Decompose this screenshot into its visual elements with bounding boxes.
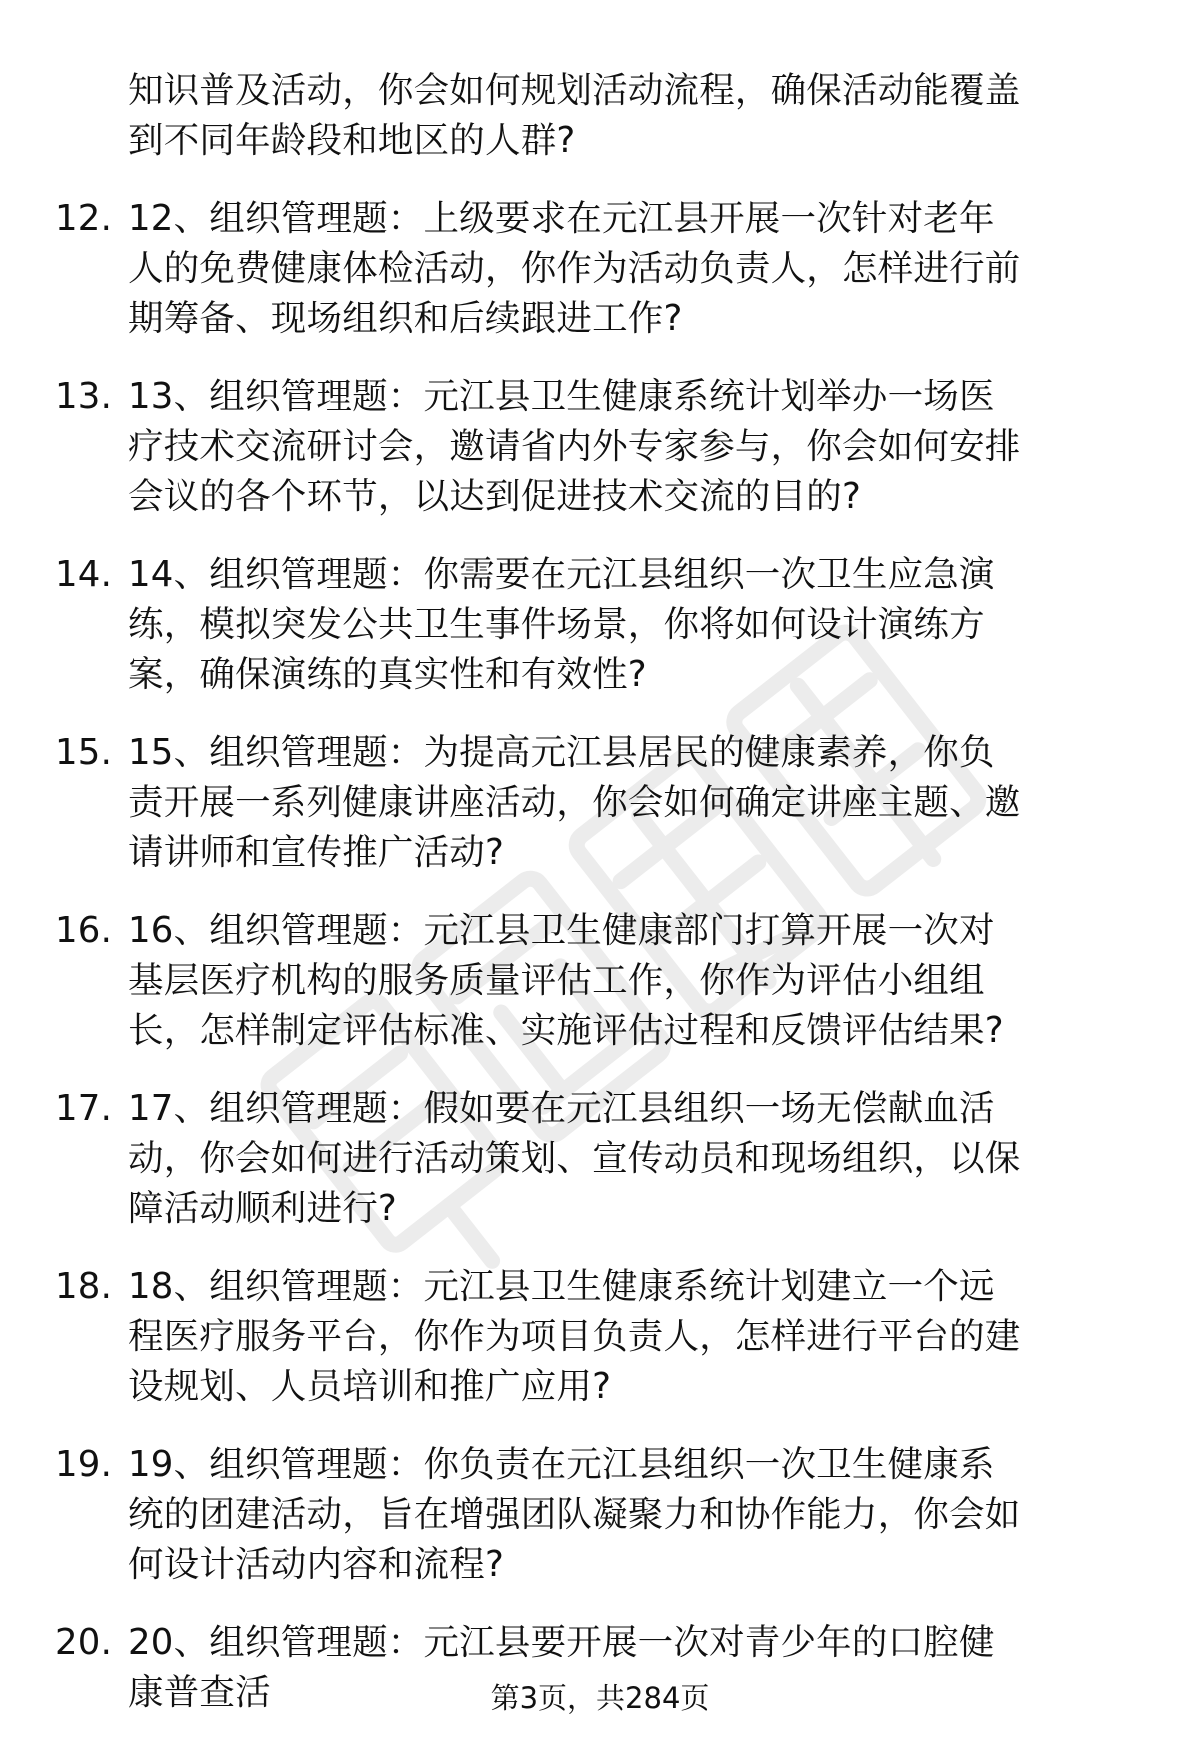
question-text: 20、组织管理题：元江县要开展一次对青少年的口腔健康普查活 <box>128 1622 995 1713</box>
list-item <box>0 906 1025 1056</box>
question-text: 12、组织管理题：上级要求在元江县开展一次针对老年人的免费健康体检活动，你作为活动负责人，怎样进行前期筹备、现场组织和后续跟进工作? <box>128 198 1021 339</box>
question-number: 13. <box>55 376 113 417</box>
list-item <box>0 1262 1025 1412</box>
document-body <box>0 66 1200 1718</box>
page-footer: 第3页，共284页 <box>490 1681 710 1715</box>
question-number: 17. <box>55 1088 113 1129</box>
question-number: 19. <box>55 1444 113 1485</box>
question-number: 18. <box>55 1266 113 1307</box>
question-text: 15、组织管理题：为提高元江县居民的健康素养，你负责开展一系列健康讲座活动，你会如何确定讲座主题、邀请讲师和宣传推广活动? <box>128 732 1021 873</box>
list-item <box>0 372 1025 522</box>
question-number: 12. <box>55 198 113 239</box>
question-text: 18、组织管理题：元江县卫生健康系统计划建立一个远程医疗服务平台，你作为项目负责人，怎样进行平台的建设规划、人员培训和推广应用? <box>128 1266 1021 1407</box>
list-item <box>0 550 1025 700</box>
question-list <box>0 194 1200 1718</box>
list-item <box>0 194 1025 344</box>
list-item <box>0 728 1025 878</box>
question-number: 20. <box>55 1622 113 1663</box>
question-text: 16、组织管理题：元江县卫生健康部门打算开展一次对基层医疗机构的服务质量评估工作，你作为评估小组组长，怎样制定评估标准、实施评估过程和反馈评估结果? <box>128 910 1004 1051</box>
question-text: 14、组织管理题：你需要在元江县组织一次卫生应急演练，模拟突发公共卫生事件场景，你将如何设计演练方案，确保演练的真实性和有效性? <box>128 554 995 695</box>
question-text: 17、组织管理题：假如要在元江县组织一场无偿献血活动，你会如何进行活动策划、宣传动员和现场组织，以保障活动顺利进行? <box>128 1088 1021 1229</box>
list-item <box>0 1084 1025 1234</box>
question-text: 19、组织管理题：你负责在元江县组织一次卫生健康系统的团建活动，旨在增强团队凝聚力和协作能力，你会如何设计活动内容和流程? <box>128 1444 1021 1585</box>
question-number: 14. <box>55 554 113 595</box>
list-item <box>0 1440 1025 1590</box>
question-number: 16. <box>55 910 113 951</box>
question-number: 15. <box>55 732 113 773</box>
question-text: 13、组织管理题：元江县卫生健康系统计划举办一场医疗技术交流研讨会，邀请省内外专家参与，你会如何安排会议的各个环节，以达到促进技术交流的目的? <box>128 376 1021 517</box>
lead-paragraph: 知识普及活动，你会如何规划活动流程，确保活动能覆盖到不同年龄段和地区的人群? <box>128 70 1021 161</box>
